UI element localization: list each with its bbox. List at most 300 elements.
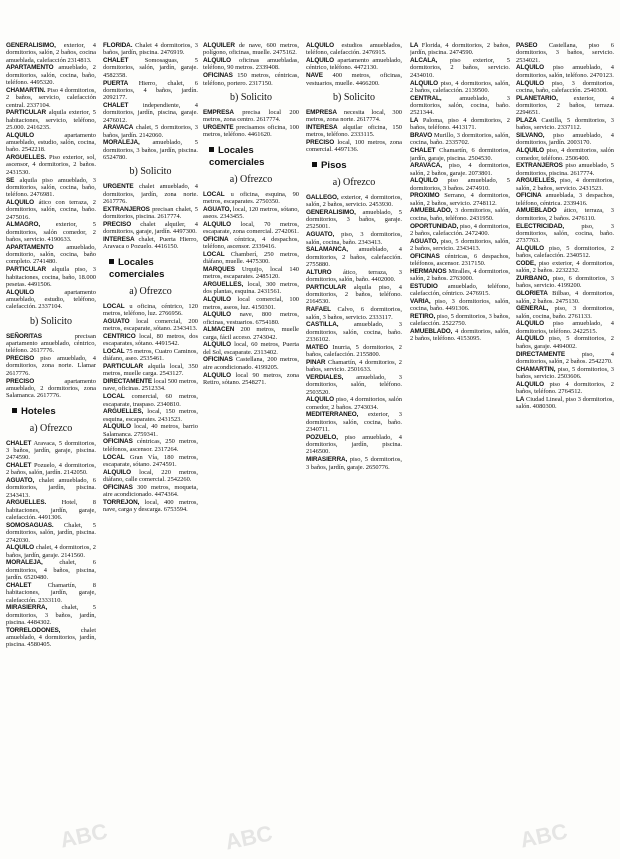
ad-lead-word: PLANETARIO, [516, 94, 558, 102]
ad-lead-word: LA [516, 395, 525, 403]
ad-text: amueblado, 4 dormitorios, 2 baños, calefacción. 2755880. [306, 246, 402, 268]
classified-ad [6, 462, 96, 477]
ad-text: alquilar oficina, 150 metros, teléfono. 2333115. [306, 123, 402, 139]
ad-text: Chalet, 5 dormitorios, salón, jardín, piscina. 2742030. [6, 521, 96, 544]
square-bullet-icon [12, 408, 17, 413]
ad-text: 75 metros, Cuatro Caminos, diáfano, aseo. 2535461. [103, 347, 198, 363]
classified-ad [203, 72, 299, 87]
classified-ad [6, 109, 96, 131]
ad-text: piso 4 dormitorios, 2 baños, teléfono. 2764512. [516, 380, 614, 396]
ad-lead-word: ARAVACA, [410, 162, 442, 170]
classified-ad [6, 477, 96, 499]
classified-ad [516, 320, 614, 335]
classified-ad [103, 221, 198, 236]
ad-lead-word: OFICINAS [103, 483, 133, 491]
classified-ad [306, 209, 402, 231]
ad-text: ático, terraza, 3 dormitorios, salón, baño. 4402000. [306, 268, 402, 284]
ad-lead-word: ARGUELLES. [6, 154, 47, 162]
classified-ad [516, 275, 614, 290]
classified-ad [410, 80, 510, 95]
ad-lead-word: ALTURO [306, 268, 332, 276]
section-heading [209, 145, 299, 169]
ad-text: Paloma, piso 4 dormitorios, 2 baños, teléfono. 4413171. [410, 117, 510, 132]
classified-ad [6, 627, 96, 649]
ad-text: piso, 5 dormitorios, 2 baños, calefacción. 2340512. [516, 244, 614, 260]
classified-ad [516, 95, 614, 117]
classified-ad [103, 236, 198, 251]
ad-lead-word: LOCAL [103, 347, 125, 355]
ad-lead-word: LOCAL [103, 302, 125, 310]
ad-lead-word: ALQUILO [516, 79, 545, 87]
ad-lead-word: ESTUDIO [410, 282, 438, 290]
classified-ad [203, 109, 299, 124]
ad-lead-word: PASEO [516, 42, 538, 49]
ad-lead-word: AMUEBLADO, [410, 328, 453, 336]
classified-ad [203, 326, 299, 341]
ad-text: piso, 4 dormitorios, salón comedor, teléfono. 2506400. [516, 147, 614, 162]
ad-lead-word: ALMACEN [203, 326, 235, 334]
classified-ad [203, 221, 299, 236]
ad-lead-word: LOCAL [103, 393, 125, 401]
ad-lead-word: RETIRO, [410, 313, 436, 321]
ad-text: Piso 4 dormitorios, 2 baños, servicio, calefacción central. 2337104. [6, 86, 96, 109]
section-subheading: a) Ofrezco [29, 422, 73, 434]
classified-ad [516, 290, 614, 305]
ad-text: chalet amueblado, 4 dormitorios, jardín, piscina. 4580405. [6, 626, 96, 649]
classified-ad [103, 408, 198, 423]
ad-text: Hotel, 8 habitaciones, jardín, garaje, calefacción. 4491306. [6, 499, 96, 522]
ad-text: precisan chalet, 5 dormitorios, piscina. 2617774. [103, 205, 198, 221]
ad-lead-word: MEDITERRANEO, [306, 411, 359, 419]
classified-ad [410, 207, 510, 222]
classified-ad [516, 351, 614, 366]
classified-ad [203, 42, 299, 57]
ad-text: piso amueblado, 4 dormitorios, jardín, piscina. 2146500. [306, 433, 402, 456]
ad-lead-word: ALQUILO [6, 288, 35, 296]
ad-lead-word: PRECISO [306, 139, 335, 146]
ad-text: estudios amueblados, teléfono, calefacción. 2476915. [306, 42, 402, 57]
ad-text: piso, 6 dormitorios, 3 baños, servicio. 4199200. [516, 275, 614, 290]
classified-ad [410, 57, 510, 79]
ad-text: chalet, 6 dormitorios, 4 baños, piscina, jardín. 6520480. [6, 559, 96, 582]
classified-ad [6, 221, 96, 243]
classified-ad [516, 335, 614, 350]
ad-lead-word: SE [6, 176, 15, 184]
ad-text: exterior, 3 dormitorios, salón, cocina, baño. 2340711. [306, 411, 402, 434]
ad-lead-word: GALLEGO, [306, 193, 339, 201]
ad-lead-word: OFICINAS [103, 438, 133, 446]
ad-text: céntrica, 4 despachos, teléfono, ascensor. 2339416. [203, 235, 299, 251]
classified-ad [306, 344, 402, 359]
ad-lead-word: ZURBANO, [516, 275, 549, 283]
classified-ad [103, 348, 198, 363]
ad-lead-word: GENERAL, [516, 305, 549, 313]
ad-text: piso, 4 dormitorios, salón, 2 baños. 2542270. [516, 350, 614, 365]
ad-text: amueblado, dormitorio, salón, cocina, baño completo. 2741480. [6, 243, 96, 266]
classified-ad [306, 374, 402, 396]
ad-text: amueblado, 3 dormitorios, salón, teléfono. 2503520. [306, 373, 402, 396]
ad-lead-word: CENTRICO [103, 332, 136, 340]
classified-ad [103, 303, 198, 318]
ad-lead-word: SOMOSAGUAS. [6, 521, 54, 529]
ad-text: céntricas, 6 despachos, teléfonos, ascensor. 2317150. [410, 252, 510, 268]
ad-text: piso, 5 dormitorios, 3 baños, servicio. 2503606. [516, 365, 614, 380]
classified-ad [516, 132, 614, 147]
square-bullet-icon [109, 259, 114, 264]
ad-lead-word: CHALET [6, 581, 32, 589]
ad-lead-word: ALQUILO [203, 341, 232, 349]
ad-text: Serrano, 4 dormitorios, salón, 2 baños, servicio. 2748112. [410, 192, 510, 207]
ad-text: piso, 4 dormitorios, salón, 2 baños, servicio. 2431523. [516, 177, 614, 192]
ad-text: local, 60 metros, Puerta del Sol, escaparate. 2313402. [203, 341, 299, 356]
watermark-abc-3: ABC [517, 818, 570, 853]
classified-ad [410, 177, 510, 192]
ad-text: nave, 800 metros, oficinas, vestuarios. 6754180. [203, 311, 299, 326]
ad-text: ático, terraza, 3 dormitorios, 2 baños. 2476110. [516, 207, 614, 222]
ad-lead-word: EXTRANJEROS [516, 162, 563, 170]
ad-text: amueblado, 3 dormitorios, salón, cocina, baño. 2521344. [410, 94, 510, 117]
ad-lead-word: EMPRESA [203, 108, 234, 116]
ad-lead-word: ALQUILO [516, 335, 545, 343]
ad-lead-word: ALQUILO [410, 177, 439, 185]
classified-ad [203, 311, 299, 326]
ad-text: exterior, 4 dormitorios, 2 baños, terraza. 2294651. [516, 94, 614, 117]
ad-text: Murillo, 3 dormitorios, salón, cocina, baño. 2335702. [410, 132, 510, 147]
classified-ad [6, 266, 96, 288]
ad-text: necesita local, 300 metros, zona norte. 2617774. [306, 108, 402, 124]
ad-text: chalet, 5 dormitorios, 3 baños, jardín, piscina. 4484302. [6, 604, 96, 626]
ad-lead-word: PARTICULAR [6, 266, 47, 274]
classified-ad [306, 109, 402, 124]
ad-lead-word: ALQUILO [203, 371, 232, 379]
classified-ad [410, 162, 510, 177]
ad-text: alquila piso amueblado, 3 dormitorios, salón, cocina, baño, teléfono. 2476981. [6, 176, 96, 199]
ad-text: local, 40 metros, barrio Salamanca. 2759341. [103, 423, 198, 438]
classified-ad [103, 57, 198, 79]
ad-text: piso, 5 dormitorios, 3 baños, jardín, garaje. 2650776. [306, 456, 402, 471]
ad-text: exterior, 5 dormitorios, salón comedor, 2 baños, servicio. 4190633. [6, 221, 96, 244]
classified-ad [410, 283, 510, 298]
ad-text: chalet, Puerta Hierro, Aravaca o Pozuelo. 4416150. [103, 236, 198, 251]
ad-lead-word: MARQUES [203, 266, 235, 273]
classified-ad [410, 147, 510, 162]
watermark-abc-1: ABC [57, 818, 110, 853]
classified-ad [516, 177, 614, 192]
ad-text: alquila piso, 4 dormitorios, 2 baños, teléfono. 2164530. [306, 283, 402, 306]
classified-ad [516, 396, 614, 411]
ad-text: local, 400 metros, nave, carga y descarga. 6753594. [103, 498, 198, 514]
classified-ad [410, 238, 510, 253]
classified-ad [516, 162, 614, 177]
section-subheading: a) Ofrezco [332, 176, 376, 188]
classified-ad [516, 117, 614, 132]
ad-lead-word: ARGUELLES, [203, 281, 244, 289]
ad-text: Hierro, chalet, 6 dormitorios, 4 baños, jardín. 2092177. [103, 79, 198, 102]
classified-ad [410, 298, 510, 313]
classified-ad [516, 207, 614, 222]
ad-lead-word: OFICINA [203, 235, 229, 243]
classified-ad [203, 191, 299, 206]
ad-text: Castellana, piso 6 dormitorios, 3 baños, servicio. 2534021. [516, 42, 614, 64]
section-heading [109, 257, 198, 281]
classified-ad [6, 177, 96, 199]
classified-ad [203, 372, 299, 387]
ad-lead-word: MORALEJA, [103, 139, 140, 147]
classified-ad [516, 305, 614, 320]
classified-ad [6, 42, 96, 64]
classified-ad [306, 434, 402, 456]
classified-ad [6, 604, 96, 626]
ad-text: piso exterior, 5 dormitorios, 2 baños, servicio. 2434010. [410, 57, 510, 79]
ad-text: apartamento amueblado, estudio, teléfono, calefacción. 2337104. [6, 288, 96, 311]
classified-ad [306, 124, 402, 139]
ad-lead-word: ALQUILO [203, 296, 232, 304]
ad-lead-word: APARTAMENTO [6, 64, 54, 72]
ad-text: piso, 3 dormitorios, salón, cocina, baño. 2343413. [306, 231, 402, 246]
ad-text: 300 metros, moqueta, aire acondicionado. 4474364. [103, 483, 198, 498]
classified-ad [516, 42, 614, 64]
classified-ad [6, 87, 96, 109]
ad-text: Calvo, 6 dormitorios, salón, 3 baños, servicio. 2333117. [306, 306, 402, 321]
ad-text: precisamos oficina, 100 metros, teléfono. 4461620. [203, 123, 299, 139]
ad-lead-word: PARTICULAR [6, 109, 47, 117]
ad-text: piso, 5 dormitorios, 2 baños, garaje. 4494002. [516, 335, 614, 350]
classified-ad [410, 328, 510, 343]
classified-ad [306, 72, 402, 87]
ad-lead-word: MATEO [306, 343, 329, 351]
ad-text: piso amueblado, 5 dormitorios, 3 baños. 2474910. [410, 177, 510, 192]
section-heading-label: Locales comerciales [109, 256, 165, 280]
classified-ad [103, 499, 198, 514]
section-heading [12, 406, 96, 418]
section-subheading: b) Solicito [230, 91, 272, 103]
classified-ad [103, 80, 198, 102]
ad-lead-word: ALQUILO [306, 57, 335, 65]
classified-ad [306, 194, 402, 209]
ad-lead-word: EMPRESA [306, 108, 337, 116]
ad-text: piso, 5 dormitorios, salón, 2 baños, servicio. 2343413. [410, 237, 510, 252]
ad-lead-word: CHALET [6, 461, 32, 469]
ad-lead-word: VARIA, [410, 297, 431, 305]
ad-lead-word: TORREJON, [103, 498, 140, 506]
classified-ad [103, 183, 198, 205]
classified-ad [306, 139, 402, 154]
ad-text: 400 metros, oficinas, vestuarios, muelle. 4466200. [306, 72, 402, 87]
classified-ad [203, 341, 299, 356]
ad-text: piso amueblado, 4 dormitorios, salón, teléfono. 2470123. [516, 64, 614, 79]
ad-lead-word: AGUATO, [410, 237, 439, 245]
ad-text: Florida, 4 dormitorios, 2 baños, jardín, piscina. 2474590. [410, 42, 510, 57]
ad-lead-word: ALMAGRO, [6, 221, 40, 229]
ad-text: chalet alquiler, 4 dormitorios, garaje, jardín. 4497300. [103, 220, 198, 236]
ad-text: chalet, 4 dormitorios, 2 baños, jardín, garaje. 2141560. [6, 544, 96, 559]
classified-ad [516, 147, 614, 162]
classified-ad [516, 245, 614, 260]
classified-ad [103, 42, 198, 57]
ad-text: piso amueblado, 5 dormitorios, piscina. 2617774. [516, 162, 614, 177]
ad-text: piso amueblado, 4 dormitorios, zona norte. Llamar 2617776. [6, 355, 96, 377]
ad-text: Urquijo, local 140 metros, escaparates. 2485120. [203, 266, 299, 281]
ad-lead-word: MIRASIERRA, [6, 604, 48, 612]
classified-ad [410, 253, 510, 268]
classified-ad [410, 313, 510, 328]
ad-text: comercial, 60 metros, escaparate, traspaso. 2340810. [103, 393, 198, 408]
ad-lead-word: CASTILLA, [306, 321, 339, 329]
classified-ad [6, 333, 96, 355]
classified-ad [6, 289, 96, 311]
ad-text: piso, 4 dormitorios, salón comedor, 2 baños. 2743034. [306, 396, 402, 411]
ad-lead-word: ELECTRICIDAD, [516, 222, 565, 230]
section-subheading: b) Solicito [30, 315, 72, 327]
classified-ad [6, 522, 96, 544]
ad-lead-word: INTERESA [306, 123, 338, 131]
ad-lead-word: EXTRANJEROS [103, 205, 150, 213]
ad-text: Pozuelo, 4 dormitorios, 2 baños, salón, jardín. 2142050. [6, 461, 96, 477]
classified-ad [306, 306, 402, 321]
ad-lead-word: AGUATO, [306, 231, 335, 239]
ad-text: piso, 3 dormitorios, salón, cocina, baño. 2737763. [516, 222, 614, 245]
ad-lead-word: PLAZA [516, 117, 537, 124]
ad-text: u oficina, esquina, 90 metros, escaparates. 2750350. [203, 190, 299, 205]
ad-text: local comercial, 200 metros, escaparate, sótano. 2343413. [103, 317, 198, 333]
classified-ad [6, 199, 96, 221]
classified-ad [203, 356, 299, 371]
classified-ad [410, 223, 510, 238]
ad-text: chalet, 5 dormitorios, 3 baños, jardín. 2142060. [103, 124, 198, 139]
ad-lead-word: ALQUILER [203, 42, 235, 49]
classified-ad [103, 318, 198, 333]
ad-lead-word: PRECISO [6, 355, 35, 363]
ad-text: local, 70 metros, escaparate, zona comercial. 2742061. [203, 220, 299, 236]
ad-lead-word: PUERTA [103, 79, 129, 87]
ad-text: Chamartín, 6 dormitorios, jardín, garaje, piscina. 2504530. [410, 147, 510, 162]
ad-text: Castilla, 5 dormitorios, 3 baños, servicio. 2337112. [516, 117, 614, 132]
ad-lead-word: AMUEBLADO [516, 207, 557, 215]
ad-lead-word: PINAR [306, 358, 326, 366]
classified-ad [306, 411, 402, 433]
ad-lead-word: LA [410, 42, 419, 49]
classified-ad [203, 266, 299, 281]
ad-lead-word: OFICINAS [203, 72, 233, 80]
classified-ad [306, 359, 402, 374]
ad-lead-word: ALQUILO [203, 311, 232, 319]
classified-ad [306, 456, 402, 471]
ad-lead-word: ALQUILO [516, 320, 545, 328]
ad-lead-word: PARTICULAR [103, 363, 144, 371]
classified-ad [203, 296, 299, 311]
ad-lead-word: GLORIETA [516, 290, 548, 298]
ad-lead-word: ALQUILO [410, 79, 439, 87]
column-2 [103, 42, 198, 849]
ad-lead-word: ARGUELLES, [516, 177, 557, 185]
column-6 [516, 42, 614, 849]
classified-ad [306, 284, 402, 306]
classified-ad [103, 438, 198, 453]
ad-text: amueblado, 3 dormitorios, salón, cocina, baño. 2336102. [306, 321, 402, 343]
section-subheading: b) Solicito [333, 91, 375, 103]
ad-text: independiente, 4 dormitorios, jardín, piscina, garaje. 2476012. [103, 101, 198, 124]
classified-ad [516, 192, 614, 207]
ad-lead-word: SALAMANCA, [306, 246, 348, 254]
classified-ad [6, 355, 96, 377]
ad-lead-word: LA [410, 117, 419, 124]
ad-text: piso exterior, 4 dormitorios, salón, 2 baños. 2232232. [516, 260, 614, 275]
classified-ad [516, 260, 614, 275]
ad-text: de nave, 600 metros, polígono, oficinas, muelle. 2475162. [203, 42, 299, 57]
square-bullet-icon [312, 162, 317, 167]
ad-text: exterior, 4 dormitorios, salón, 2 baños, servicio. 2453930. [306, 193, 402, 209]
ad-text: chalet amueblado, 6 dormitorios, jardín, piscina. 2343413. [6, 477, 96, 499]
ad-text: u oficina, céntrico, 120 metros, teléfono, luz. 2766956. [103, 302, 198, 318]
ad-lead-word: LOCAL [203, 190, 225, 198]
ad-lead-word: PARTICULAR [306, 283, 347, 291]
classified-ad [103, 454, 198, 469]
ad-text: Chamartín, 8 habitaciones, jardín, garaje, calefacción. 2333110. [6, 581, 96, 604]
ad-text: Inurria, 5 dormitorios, 2 baños, calefacción. 2155800. [306, 343, 402, 359]
classified-ad [410, 132, 510, 147]
ad-lead-word: URGENTE [203, 123, 234, 131]
classified-ad [516, 223, 614, 245]
ad-lead-word: SEÑORITAS [6, 332, 42, 340]
classified-ad [6, 154, 96, 176]
classified-ad [410, 192, 510, 207]
ad-text: oficinas amuebladas, teléfono, 90 metros. 2339408. [203, 57, 299, 72]
ad-lead-word: ARGUELLES, [103, 408, 144, 416]
ad-lead-word: CHAMARTIN, [516, 365, 556, 373]
classified-ad [306, 269, 402, 284]
ad-text: local, 220 metros, diáfano, calle comercial. 2542260. [103, 468, 198, 483]
ad-text: piso, 4 dormitorios, salón, 2 baños, calefacción. 2139500. [410, 79, 510, 94]
classified-ad [103, 423, 198, 438]
ad-lead-word: ALQUILO [6, 131, 35, 139]
classified-ad [103, 484, 198, 499]
classified-ad [103, 206, 198, 221]
section-heading [312, 160, 402, 172]
ad-lead-word: PROXIMO [410, 192, 440, 200]
classified-ad [103, 139, 198, 161]
ad-lead-word: DIRECTAMENTE [103, 378, 153, 386]
ad-text: alquila local, 350 metros, muelle carga. 2543127. [103, 363, 198, 378]
classified-ad [203, 124, 299, 139]
ad-text: piso amueblado, 4 dormitorios, teléfono. 2422515. [516, 320, 614, 335]
ad-text: local, 150 metros, esquina, escaparates. 2431523. [103, 408, 198, 423]
ad-lead-word: ALCALA, [410, 57, 438, 65]
ad-lead-word: TORRELODONES, [6, 626, 61, 634]
column-5 [410, 42, 510, 849]
ad-text: piso, 3 dormitorios, cocina, baño, calefacción. 2540300. [516, 79, 614, 94]
ad-lead-word: BRAVO [410, 132, 433, 140]
ad-text: exterior, 4 dormitorios, salón, 2 baños, cocina amueblada, calefacción 2314813. [6, 42, 96, 64]
classified-ad [6, 440, 96, 462]
classified-ad [306, 42, 402, 57]
ad-lead-word: ALQUILO [306, 396, 335, 404]
classified-ad [6, 499, 96, 521]
ad-lead-word: ALQUILO [306, 42, 335, 49]
classified-ad [306, 396, 402, 411]
ad-text: local, 120 metros, sótano, aseos. 2343455. [203, 205, 299, 221]
classified-ad [516, 381, 614, 396]
ad-lead-word: AGUATO [103, 317, 130, 325]
ad-lead-word: APARTAMENTO [6, 243, 54, 251]
ad-lead-word: CHALET [103, 101, 129, 109]
classified-ad [516, 64, 614, 79]
ad-lead-word: ALQUILO [6, 544, 35, 552]
ad-lead-word: AGUATO, [203, 205, 232, 213]
classified-ad [516, 80, 614, 95]
ad-lead-word: ARGUELLES. [6, 499, 47, 507]
ad-lead-word: VERDIALES, [306, 373, 344, 381]
ad-lead-word: ALQUILO [516, 244, 545, 252]
